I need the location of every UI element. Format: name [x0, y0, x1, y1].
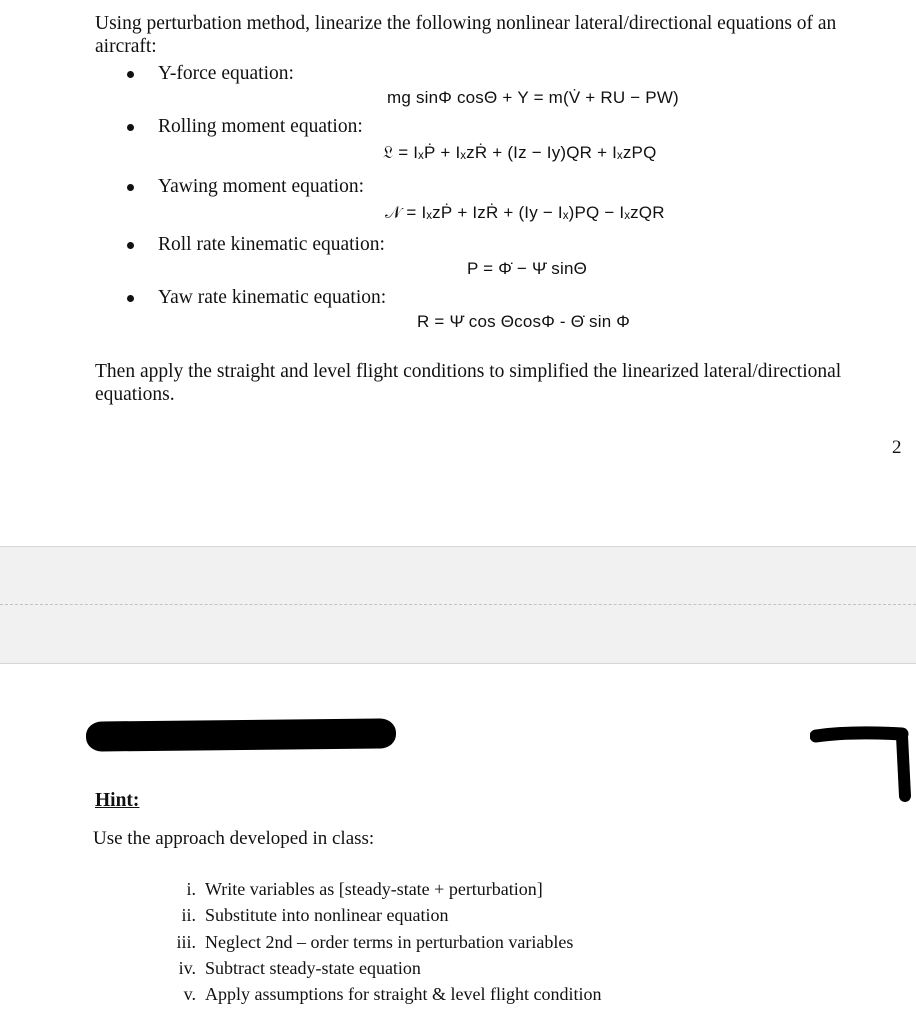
equation-label: Rolling moment equation:: [158, 116, 363, 137]
step-number: i.: [186, 879, 196, 899]
redaction-mark: [810, 722, 914, 804]
step-text: Subtract steady-state equation: [205, 957, 421, 978]
equation-yawing-moment: 𝒩 = IₓzṖ + IzṘ + (Iy − Iₓ)PQ − IₓzQR: [385, 203, 665, 222]
bullet-dot-icon: [127, 71, 134, 78]
conclusion-paragraph: Then apply the straight and level flight conditions to simplified the linearized lateral/directional equations.: [95, 361, 842, 405]
intro-paragraph: Using perturbation method, linearize the following nonlinear lateral/directional equations of an aircraft:: [95, 13, 837, 57]
page-number: 2: [892, 437, 902, 458]
equation-y-force: mg sinΦ cosΘ + Y = m(V̇ + RU − PW): [387, 88, 679, 107]
equation-roll-rate: P = Φ̇ − Ψ̇ sinΘ: [467, 259, 588, 278]
step-number: iii.: [176, 931, 196, 952]
equation-label: Roll rate kinematic equation:: [158, 234, 385, 255]
step-text: Apply assumptions for straight & level flight condition: [205, 984, 602, 1005]
hint-text: Use the approach developed in class:: [93, 828, 375, 849]
step-text: Substitute into nonlinear equation: [205, 905, 449, 926]
step-number: ii.: [181, 905, 196, 926]
step-text: Write variables as [steady-state + perturbation]: [205, 879, 543, 899]
bullet-dot-icon: [127, 124, 134, 131]
step-number: iv.: [178, 957, 196, 978]
step-text: Neglect 2nd – order terms in perturbation variables: [205, 931, 574, 952]
redaction-mark: [86, 718, 396, 751]
equation-rolling-moment: 𝔏 = IₓṖ + IₓzṘ + (Iz − Iy)QR + IₓzPQ: [383, 143, 657, 162]
equation-label: Y-force equation:: [158, 63, 294, 84]
equation-yaw-rate: R = Ψ̇ cos ΘcosΦ - Θ̇ sin Φ: [417, 312, 631, 331]
equation-label: Yawing moment equation:: [158, 176, 365, 197]
bullet-dot-icon: [127, 184, 134, 191]
equation-label: Yaw rate kinematic equation:: [158, 287, 387, 308]
page-divider: [0, 604, 916, 605]
bullet-dot-icon: [127, 242, 134, 249]
step-number: v.: [183, 984, 196, 1005]
page-gap: [0, 546, 916, 664]
hint-title: Hint:: [95, 790, 140, 811]
bullet-dot-icon: [127, 295, 134, 302]
